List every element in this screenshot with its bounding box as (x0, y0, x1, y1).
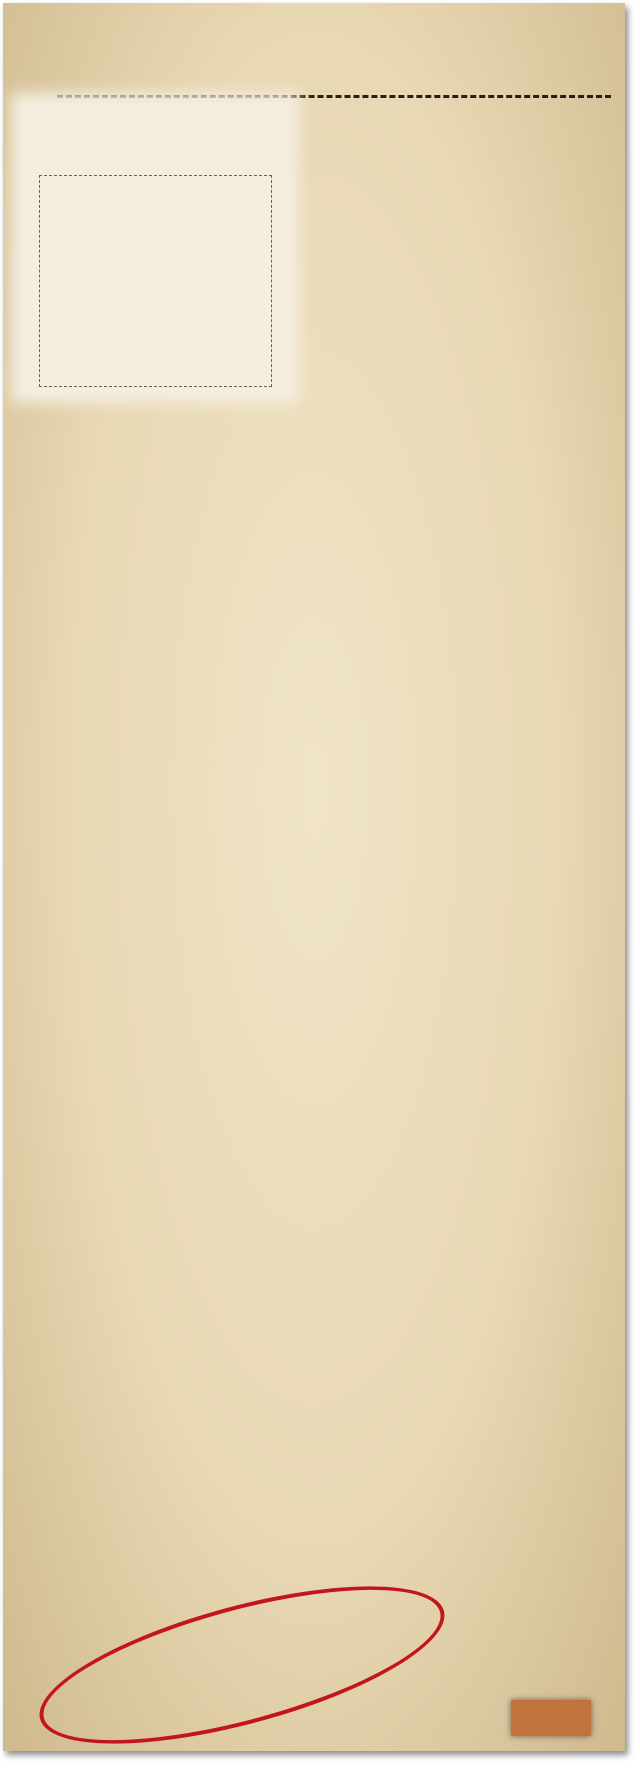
logo-ring (25, 1554, 459, 1776)
calendar-grid (39, 175, 272, 387)
calendar-card (21, 103, 289, 393)
site-logo (33, 1598, 443, 1724)
title-divider (57, 95, 611, 98)
article-body (17, 398, 611, 421)
copyright-badge (511, 1700, 591, 1736)
parchment-background (3, 3, 625, 1751)
